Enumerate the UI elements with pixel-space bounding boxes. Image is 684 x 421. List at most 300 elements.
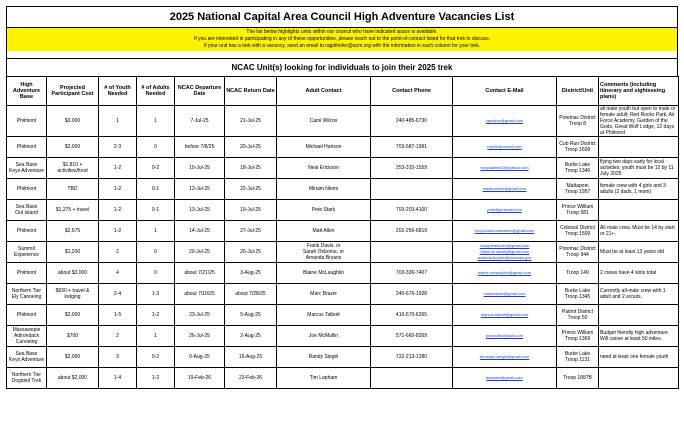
cell-adults: 1 xyxy=(154,333,157,339)
cell-comments: All male crew. Must be 14 by start or 21+. xyxy=(600,225,675,237)
table-cell xyxy=(99,200,137,221)
cell-unit: Burke Lake Troop 1345 xyxy=(564,288,591,300)
cell-return: 2-Aug-25 xyxy=(240,333,261,339)
cell-comments: flying two days early for local activities; youth must be 12 by 11 July 2025 xyxy=(600,159,674,177)
table-cell xyxy=(371,284,453,305)
cell-unit: Troop 1887B xyxy=(563,375,592,381)
cell-email[interactable]: mjh90@cornell.edu xyxy=(487,144,522,149)
cell-phone: 732-213-1280 xyxy=(395,354,428,360)
table-cell xyxy=(137,242,175,263)
table-cell xyxy=(371,200,453,221)
banner-line-3: If your unit has a trek with a vacancy, send an email to ragolhofer@acm.org with the information in each column for your trek. xyxy=(203,43,481,49)
col-header-email: Contact E-Mail xyxy=(453,77,557,106)
cell-youth: 1-5 xyxy=(113,312,122,318)
cell-cost: $1,200 xyxy=(64,249,81,255)
table-cell[interactable] xyxy=(453,368,557,389)
cell-return: 5-Aug-25 xyxy=(240,312,261,318)
table-cell xyxy=(175,368,225,389)
cell-base: Philmont xyxy=(16,312,37,318)
col-header-comments: Comments (including itinerary and sightseeing plans) xyxy=(599,77,679,106)
table-row xyxy=(7,305,679,326)
table-cell xyxy=(175,158,225,179)
cell-comments: Budget friendly high adventure. Will canoe at least 50 miles. xyxy=(600,330,670,342)
cell-unit: Burke Lake Troop 1131 xyxy=(564,351,591,363)
col-header-youth: # of Youth Needed xyxy=(99,77,137,106)
table-cell xyxy=(175,263,225,284)
table-cell[interactable] xyxy=(453,242,557,263)
cell-base: Massawepie Adirondack Canoeing xyxy=(12,327,41,345)
cell-unit: Potomac District Troop 944 xyxy=(559,246,596,258)
cell-comments: female crew with 4 girls and 3 adults (2 dads, 1 mom) xyxy=(600,183,666,195)
table-cell xyxy=(137,305,175,326)
table-cell[interactable] xyxy=(453,263,557,284)
cell-return: 20-Jul-25 xyxy=(240,144,261,150)
cell-departure: 13-Jul-25 xyxy=(189,186,210,192)
cell-departure: 20-Jul-25 xyxy=(189,249,210,255)
cell-cost: $3,000 xyxy=(64,118,81,124)
cell-youth: 1-2 xyxy=(113,186,122,192)
table-cell xyxy=(225,137,277,158)
cell-base: Summit Experience xyxy=(13,246,39,258)
table-row xyxy=(7,242,679,263)
col-header-departure: NCAC Departure Date xyxy=(175,77,225,106)
table-cell xyxy=(371,347,453,368)
cell-base: Philmont xyxy=(16,144,37,150)
cell-youth: 2 xyxy=(116,333,119,339)
table-cell xyxy=(557,106,599,137)
table-cell xyxy=(137,368,175,389)
cell-contact: Blaine McLaughlin xyxy=(303,270,344,276)
cell-contact: Matt Allen xyxy=(312,228,335,234)
cell-contact: Michael Hanson xyxy=(305,144,342,150)
cell-contact: Tim Lapham xyxy=(309,375,338,381)
table-cell xyxy=(175,305,225,326)
table-cell xyxy=(99,368,137,389)
cell-unit: Burke Lake Troop 1346 xyxy=(564,162,591,174)
table-cell xyxy=(371,368,453,389)
table-cell[interactable] xyxy=(453,179,557,200)
cell-contact: Marcus Talbott xyxy=(307,312,340,318)
table-cell xyxy=(557,137,599,158)
cell-adults: 1 xyxy=(154,118,157,124)
table-cell xyxy=(557,326,599,347)
table-cell xyxy=(175,347,225,368)
table-cell xyxy=(371,137,453,158)
table-cell xyxy=(277,221,371,242)
table-cell xyxy=(47,368,99,389)
cell-base: Sea Base Out Island xyxy=(15,204,38,216)
cell-contact: Randy Siegel xyxy=(308,354,339,360)
table-cell xyxy=(99,179,137,200)
cell-cost: $3,000 xyxy=(64,312,81,318)
cell-phone: 253-310-1559 xyxy=(395,165,428,171)
table-cell xyxy=(47,106,99,137)
cell-contact: Joe McMullin xyxy=(308,333,339,339)
table-cell xyxy=(137,158,175,179)
cell-base: Sea Base Keys Adventure xyxy=(8,351,45,363)
table-cell xyxy=(7,284,47,305)
cell-youth: 2-4 xyxy=(113,291,122,297)
table-row xyxy=(7,137,679,158)
cell-return: 22-Jul-25 xyxy=(240,186,261,192)
table-cell xyxy=(7,242,47,263)
table-cell xyxy=(599,305,679,326)
cell-phone: 202-256-6819 xyxy=(395,228,428,234)
cell-adults: 1-3 xyxy=(151,291,160,297)
table-cell xyxy=(225,368,277,389)
table-cell xyxy=(557,242,599,263)
cell-return: 21-Jul-25 xyxy=(240,118,261,124)
cell-phone: 703-587-1991 xyxy=(395,144,428,150)
table-cell xyxy=(47,326,99,347)
table-cell xyxy=(557,284,599,305)
table-cell xyxy=(599,326,679,347)
table-cell xyxy=(371,305,453,326)
table-cell xyxy=(277,158,371,179)
cell-email[interactable]: tlapham@gmail.com xyxy=(486,375,523,380)
cell-phone: 240-485-6730 xyxy=(395,118,428,124)
table-cell xyxy=(47,179,99,200)
table-cell xyxy=(137,263,175,284)
info-banner xyxy=(6,27,678,51)
header-row xyxy=(7,77,679,106)
table-cell xyxy=(137,137,175,158)
cell-unit: Mattaponi Troop 1957 xyxy=(564,183,591,195)
cell-departure: before 7/8/25 xyxy=(184,144,215,150)
cell-phone: 703-336-7407 xyxy=(395,270,428,276)
cell-youth: 1-2 xyxy=(113,228,122,234)
col-header-return: NCAC Return Date xyxy=(225,77,277,106)
table-cell xyxy=(277,137,371,158)
table-cell xyxy=(175,242,225,263)
cell-email[interactable]: blaine.mclaughlin@gmail.com xyxy=(477,270,532,275)
table-cell xyxy=(7,179,47,200)
table-cell xyxy=(599,263,679,284)
table-cell[interactable] xyxy=(453,347,557,368)
table-row xyxy=(7,284,679,305)
cell-return: 19-Jul-25 xyxy=(240,207,261,213)
cell-contact: Miriam Niemi xyxy=(308,186,339,192)
table-cell xyxy=(225,263,277,284)
table-cell xyxy=(225,179,277,200)
table-cell xyxy=(371,179,453,200)
table-cell xyxy=(371,242,453,263)
table-cell xyxy=(47,200,99,221)
cell-comments: Currently all-male crew with 1 adult and 2 scouts. xyxy=(600,288,666,300)
cell-departure: 10-Jul-25 xyxy=(189,165,210,171)
spacer-row xyxy=(6,51,678,58)
cell-base: Philmont xyxy=(16,186,37,192)
table-row xyxy=(7,347,679,368)
table-cell xyxy=(137,200,175,221)
table-row xyxy=(7,179,679,200)
table-cell xyxy=(175,326,225,347)
cell-base: Philmont xyxy=(16,270,37,276)
cell-email[interactable]: marcus.talbott@gmail.com xyxy=(480,312,529,317)
table-cell[interactable] xyxy=(453,137,557,158)
cell-contact: Pete Stark xyxy=(311,207,336,213)
table-cell xyxy=(99,106,137,137)
cell-youth: 4 xyxy=(116,270,119,276)
table-cell xyxy=(99,263,137,284)
cell-phone: 240-676-1928 xyxy=(395,291,428,297)
cell-phone: 703-203-4100 xyxy=(395,207,428,213)
table-cell xyxy=(7,137,47,158)
table-cell xyxy=(557,347,599,368)
table-cell xyxy=(371,326,453,347)
table-cell xyxy=(137,179,175,200)
table-cell xyxy=(557,179,599,200)
col-header-phone: Contact Phone xyxy=(371,77,453,106)
cell-departure: 23-Jul-25 xyxy=(189,312,210,318)
table-cell xyxy=(47,221,99,242)
cell-youth: 2 xyxy=(116,249,119,255)
cell-base: Sea Base Keys Adventure xyxy=(8,162,45,174)
table-cell xyxy=(557,368,599,389)
cell-adults: 1-2 xyxy=(151,375,160,381)
cell-departure: 14-Jul-25 xyxy=(189,228,210,234)
table-cell xyxy=(557,158,599,179)
cell-departure: 13-Jul-25 xyxy=(189,207,210,213)
cell-unit: Colonial District Troop 1509 xyxy=(560,225,595,237)
table-cell xyxy=(7,347,47,368)
col-header-contact: Adult Contact xyxy=(277,77,371,106)
cell-return: 23-Feb-26 xyxy=(238,375,263,381)
table-cell[interactable] xyxy=(453,106,557,137)
cell-cost: about $2,000 xyxy=(57,375,88,381)
cell-email[interactable]: cpwilcox@gmail.com xyxy=(485,118,524,123)
cell-phone: 410-570-6265 xyxy=(395,312,428,318)
vacancy-sheet xyxy=(6,6,678,389)
table-row xyxy=(7,368,679,389)
table-cell xyxy=(99,347,137,368)
cell-email[interactable]: marcbrazie@gmail.com xyxy=(483,291,526,296)
cell-email[interactable]: pete@pmstark.com xyxy=(487,207,522,212)
col-header-cost: Projected Participant Cost xyxy=(47,77,99,106)
table-cell xyxy=(137,284,175,305)
cell-unit: Cub Run District Troop 1608 xyxy=(559,141,596,153)
banner-line-2: If you are interested in participating in any of these opportunities, please reach out to the point-of-contact listed for that trek to discuss. xyxy=(193,36,490,42)
cell-youth: 1-2 xyxy=(113,165,122,171)
cell-return: 18-Jul-25 xyxy=(240,165,261,171)
table-cell xyxy=(7,263,47,284)
table-cell xyxy=(599,137,679,158)
cell-cost: $700 xyxy=(66,333,79,339)
table-cell xyxy=(47,137,99,158)
cell-cost: about $3,000 xyxy=(57,270,88,276)
cell-youth: 1 xyxy=(116,118,119,124)
cell-departure: 6-Aug-25 xyxy=(189,354,210,360)
cell-return: about 7/28/25 xyxy=(235,291,266,297)
cell-cost: $1,810 + activities/food xyxy=(57,162,88,174)
table-cell xyxy=(557,305,599,326)
cell-return: 27-Jul-25 xyxy=(240,228,261,234)
table-cell xyxy=(175,221,225,242)
table-cell xyxy=(47,242,99,263)
table-row xyxy=(7,221,679,242)
table-cell xyxy=(175,284,225,305)
cell-cost: $2,000 xyxy=(64,354,81,360)
table-cell xyxy=(277,284,371,305)
col-header-adults: # of Adults Needed xyxy=(137,77,175,106)
table-cell xyxy=(47,347,99,368)
table-cell xyxy=(599,242,679,263)
table-cell xyxy=(47,158,99,179)
table-cell xyxy=(557,263,599,284)
cell-comments: Must be at least 13 years old xyxy=(600,249,664,255)
cell-youth: 3 xyxy=(116,354,119,360)
table-cell xyxy=(599,179,679,200)
cell-comments: all male youth but open to male or female adult; Red Rocks Park, Air Force Academy, Garden of the Gods, Great Wolf Lodge, 12 days at Philmont xyxy=(600,106,676,136)
table-cell xyxy=(371,158,453,179)
table-cell xyxy=(277,263,371,284)
cell-departure: about 7/19/25 xyxy=(184,291,215,297)
cell-comments: need at least one female youth xyxy=(600,354,669,360)
table-cell xyxy=(225,326,277,347)
table-cell xyxy=(47,305,99,326)
table-cell xyxy=(137,347,175,368)
table-cell xyxy=(7,368,47,389)
cell-email[interactable]: miriamniemi@gmail.com xyxy=(482,186,527,191)
table-cell xyxy=(599,347,679,368)
table-cell xyxy=(277,200,371,221)
section-subtitle: NCAC Unit(s) looking for individuals to join their 2025 trek xyxy=(6,58,678,76)
table-cell[interactable] xyxy=(453,284,557,305)
table-cell xyxy=(175,137,225,158)
table-row xyxy=(7,106,679,137)
cell-contact: Cami Wilcox xyxy=(309,118,338,124)
vacancy-table xyxy=(6,76,679,389)
cell-adults: 0 xyxy=(154,144,157,150)
table-cell xyxy=(225,284,277,305)
table-cell xyxy=(137,326,175,347)
table-cell xyxy=(277,347,371,368)
cell-youth: 1-2 xyxy=(113,207,122,213)
cell-base: Northern Tier Ely Canoeing xyxy=(11,288,42,300)
cell-email[interactable]: troop316scoutmaster@gmail.com xyxy=(474,228,535,233)
table-cell xyxy=(47,263,99,284)
table-cell xyxy=(599,106,679,137)
table-cell xyxy=(7,305,47,326)
cell-adults: 1-2 xyxy=(151,312,160,318)
col-header-unit: District/Unit xyxy=(557,77,599,106)
table-cell xyxy=(137,221,175,242)
table-cell xyxy=(557,221,599,242)
table-cell xyxy=(99,284,137,305)
cell-adults: 0-2 xyxy=(151,354,160,360)
table-cell xyxy=(47,284,99,305)
cell-return: 3-Aug-25 xyxy=(240,270,261,276)
cell-unit: Prince William Troop 581 xyxy=(561,204,594,216)
table-cell xyxy=(175,106,225,137)
table-cell xyxy=(225,305,277,326)
cell-adults: 0-2 xyxy=(151,165,160,171)
table-cell xyxy=(277,326,371,347)
table-cell[interactable] xyxy=(453,221,557,242)
table-cell xyxy=(225,347,277,368)
cell-return: 16-Aug-25 xyxy=(238,354,263,360)
table-row xyxy=(7,158,679,179)
table-cell xyxy=(99,137,137,158)
cell-departure: about 7/21/25 xyxy=(184,270,215,276)
table-row xyxy=(7,200,679,221)
table-cell xyxy=(225,221,277,242)
cell-cost: $3,000 xyxy=(64,144,81,150)
cell-return: 26-Jul-25 xyxy=(240,249,261,255)
cell-unit: Patriot District Troop 50 xyxy=(561,309,594,321)
table-cell xyxy=(599,368,679,389)
table-cell xyxy=(99,158,137,179)
cell-youth: 2-3 xyxy=(113,144,122,150)
cell-comments: 2 crews have 4 slots total xyxy=(600,270,657,276)
cell-cost: TBD xyxy=(67,186,78,192)
table-cell xyxy=(277,242,371,263)
table-cell[interactable] xyxy=(453,158,557,179)
banner-line-1: The list below highlights units within our council who have indicated space is available. xyxy=(246,29,438,35)
cell-unit: Potomac District Troop 8 xyxy=(559,115,596,127)
table-cell xyxy=(277,106,371,137)
table-cell xyxy=(7,200,47,221)
table-cell xyxy=(557,200,599,221)
table-cell xyxy=(7,158,47,179)
col-header-base: High Adventure Base xyxy=(7,77,47,106)
table-row xyxy=(7,326,679,347)
table-cell xyxy=(175,179,225,200)
cell-email[interactable]: randolph.siegel@gmail.com xyxy=(479,354,530,359)
table-cell xyxy=(599,200,679,221)
cell-adults: 1 xyxy=(154,228,157,234)
cell-adults: 0 xyxy=(154,270,157,276)
cell-departure: 19-Feb-26 xyxy=(187,375,212,381)
cell-unit: Prince William Troop 1369 xyxy=(561,330,594,342)
table-cell xyxy=(225,242,277,263)
table-cell xyxy=(137,106,175,137)
table-cell xyxy=(371,221,453,242)
cell-contact: Marc Brazie xyxy=(310,291,337,297)
table-cell[interactable] xyxy=(453,200,557,221)
table-cell xyxy=(277,179,371,200)
table-cell xyxy=(99,305,137,326)
table-cell xyxy=(599,221,679,242)
table-cell xyxy=(277,368,371,389)
table-cell xyxy=(277,305,371,326)
cell-base: Philmont xyxy=(16,118,37,124)
table-cell xyxy=(599,284,679,305)
page-title: 2025 National Capital Area Council High Adventure Vacancies List xyxy=(6,6,678,27)
table-cell xyxy=(7,326,47,347)
table-row xyxy=(7,263,679,284)
cell-contact: Neal Erickson xyxy=(308,165,339,171)
table-cell xyxy=(371,263,453,284)
table-cell xyxy=(7,106,47,137)
table-cell xyxy=(99,221,137,242)
cell-email[interactable]: chopperatlchen@gmail.com Osborne.sarahj@gmail.com amanda.bryans@ncacbsa.gov xyxy=(477,243,532,260)
cell-base: Philmont xyxy=(16,228,37,234)
cell-departure: 7-Jul-25 xyxy=(190,118,209,124)
cell-unit: Troop 149 xyxy=(566,270,589,276)
cell-adults: 0-1 xyxy=(151,186,160,192)
cell-cost: $1,275 + travel xyxy=(55,207,90,213)
table-cell xyxy=(599,158,679,179)
cell-email[interactable]: jmcmullin3@aol.com xyxy=(486,333,523,338)
cell-youth: 1-4 xyxy=(113,375,122,381)
table-cell[interactable] xyxy=(453,326,557,347)
table-cell xyxy=(225,158,277,179)
table-cell xyxy=(371,106,453,137)
table-cell xyxy=(225,106,277,137)
cell-email[interactable]: troopadmin02@yahoo.com xyxy=(480,165,529,170)
table-cell[interactable] xyxy=(453,305,557,326)
